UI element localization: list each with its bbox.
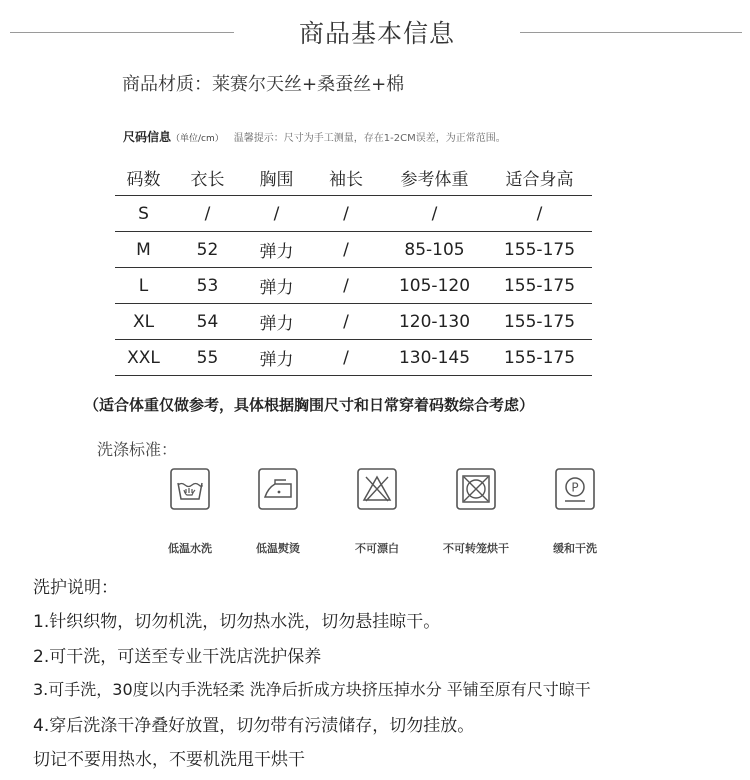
table-cell: 155-175	[503, 239, 576, 260]
low-temp-iron-icon	[258, 468, 298, 510]
table-cell: /	[273, 203, 280, 224]
title-row	[0, 14, 750, 54]
table-row	[115, 268, 592, 304]
title-divider-left	[10, 32, 234, 33]
table-cell: 弹力	[259, 242, 294, 262]
table-cell: M	[136, 239, 151, 260]
table-cell: 105-120	[398, 275, 471, 296]
table-cell: 85-105	[404, 239, 465, 260]
no-tumble-dry-icon	[456, 468, 496, 510]
care-label-gentle-dry-clean: 缓和干洗	[553, 542, 597, 555]
table-cell: /	[343, 347, 349, 368]
care-label-no-bleach: 不可漂白	[355, 542, 399, 555]
low-temp-wash-icon	[170, 468, 210, 510]
table-header-row	[115, 160, 592, 196]
size-info-unit: （单位/cm）	[171, 134, 224, 144]
table-cell: 54	[196, 311, 219, 332]
table-cell: 弹力	[259, 278, 294, 298]
size-info-title: 尺码信息	[123, 130, 172, 144]
gentle-dry-clean-icon	[555, 468, 595, 510]
table-row	[115, 340, 592, 376]
fit-note: （适合体重仅做参考，具体根据胸围尺寸和日常穿着码数综合考虑）	[84, 396, 535, 414]
table-cell: 130-145	[398, 347, 471, 368]
care-label-no-tumble-dry: 不可转笼烘干	[443, 542, 509, 555]
size-info-note: 温馨提示：尺寸为手工测量，存在1-2CM误差，为正常范围。	[233, 133, 506, 144]
table-header: 袖长	[329, 170, 363, 190]
table-cell: 弹力	[259, 314, 294, 334]
table-cell: 弹力	[259, 350, 294, 370]
material-text: 商品材质：莱赛尔天丝+桑蚕丝+棉	[122, 74, 405, 95]
care-label-low-temp-wash: 低温水洗	[168, 542, 212, 555]
table-cell: L	[138, 275, 149, 296]
table-cell: /	[431, 203, 438, 224]
table-cell: XL	[132, 311, 155, 332]
size-table	[115, 160, 592, 376]
care-instruction-line: 4.穿后洗涤干净叠好放置，切勿带有污渍储存，切勿挂放。	[33, 716, 475, 736]
table-cell: /	[536, 203, 543, 224]
page-title: 商品基本信息	[298, 19, 455, 48]
table-cell: /	[343, 239, 349, 260]
table-cell: /	[343, 203, 349, 224]
table-row	[115, 196, 592, 232]
table-row	[115, 232, 592, 268]
table-cell: 53	[196, 275, 219, 296]
table-cell: XXL	[127, 347, 160, 368]
table-cell: /	[343, 311, 349, 332]
table-cell: 155-175	[503, 347, 576, 368]
no-bleach-icon	[357, 468, 397, 510]
table-header: 适合身高	[505, 170, 574, 190]
table-cell: S	[138, 203, 149, 224]
table-cell: /	[204, 203, 211, 224]
care-label-low-temp-iron: 低温熨烫	[256, 542, 300, 555]
table-header: 码数	[126, 170, 161, 190]
title-divider-right	[520, 32, 742, 33]
table-row	[115, 304, 592, 340]
table-cell: 52	[196, 239, 219, 260]
care-instruction-line: 2.可干洗，可送至专业干洗店洗护保养	[33, 647, 322, 667]
table-cell: 155-175	[503, 311, 576, 332]
table-cell: /	[343, 275, 349, 296]
care-warning: 切记不要用热水，不要机洗甩干烘干	[33, 750, 305, 770]
care-instructions-title: 洗护说明：	[33, 578, 118, 598]
care-instruction-line: 1.针织织物，切勿机洗，切勿热水洗，切勿悬挂晾干。	[33, 612, 441, 632]
wash-standard-title: 洗涤标准：	[97, 440, 178, 459]
table-cell: 55	[196, 347, 219, 368]
table-header: 衣长	[190, 170, 225, 190]
table-header: 参考体重	[400, 170, 469, 190]
svg-text:P: P	[571, 480, 579, 495]
table-cell: 155-175	[503, 275, 576, 296]
table-cell: 120-130	[398, 311, 471, 332]
table-header: 胸围	[259, 170, 294, 190]
size-info-header	[123, 126, 506, 145]
care-instruction-line: 3.可手洗，30度以内手洗轻柔 洗净后折成方块挤压掉水分 平铺至原有尺寸晾干	[33, 680, 591, 699]
